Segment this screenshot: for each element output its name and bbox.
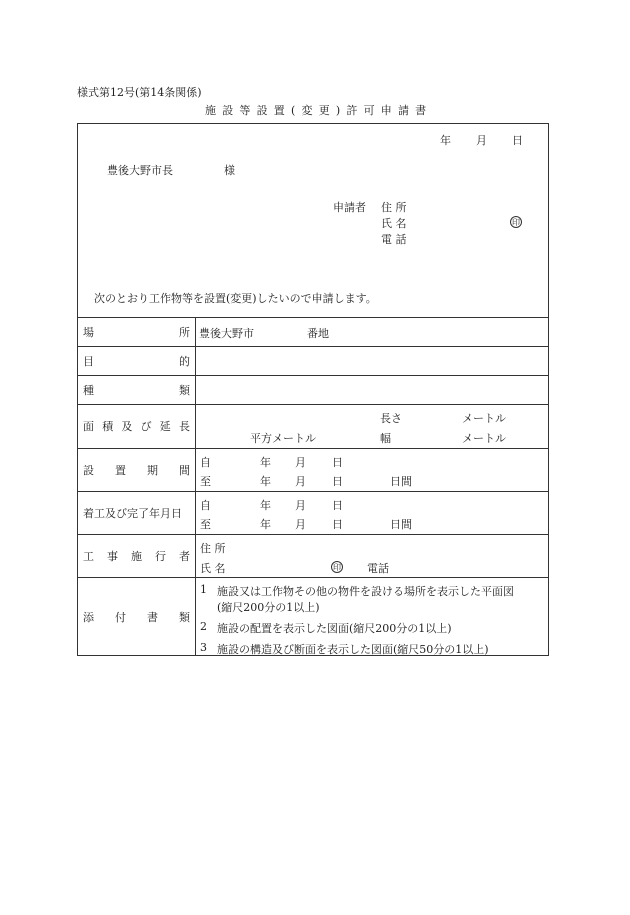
row-label-location: 場 所 [83, 325, 190, 339]
row-label-contractor: 工 事 施 行 者 [83, 549, 190, 563]
row-label-attachments: 添 付 書 類 [83, 611, 190, 624]
location-city: 豊後大野市 [199, 327, 254, 340]
attachment-2: 施設の配置を表示した図面(縮尺200分の1以上) [217, 622, 452, 635]
attachment-1-scale: (縮尺200分の1以上) [217, 601, 320, 614]
form-number: 様式第12号(第14条関係) [77, 86, 202, 99]
application-statement: 次のとおり工作物等を設置(変更)したいので申請します。 [94, 292, 377, 305]
construction-from-day: 日 [332, 499, 343, 512]
period-from-month: 月 [295, 456, 306, 469]
contractor-phone-label: 電話 [367, 562, 389, 575]
contractor-name-label: 氏 名 [200, 562, 226, 575]
width-label: 幅 [380, 432, 391, 445]
length-label: 長さ [380, 412, 402, 425]
seal-mark: 印 [512, 218, 520, 227]
construction-to-day: 日 [332, 518, 343, 531]
attachment-2-number: 2 [200, 620, 207, 633]
addressee: 豊後大野市長 [107, 164, 173, 177]
honorific: 様 [224, 164, 235, 177]
row-label-period: 設 置 期 間 [83, 463, 190, 477]
period-from-year: 年 [260, 456, 271, 469]
row-label-purpose: 目 的 [83, 354, 190, 368]
applicant-label: 申請者 [333, 201, 366, 214]
column-divider [195, 317, 196, 655]
row-label-construction: 着工及び完了年月日 [83, 506, 182, 520]
attachment-3: 施設の構造及び断面を表示した図面(縮尺50分の1以上) [217, 643, 489, 656]
construction-days: 日間 [390, 518, 412, 531]
period-to-year: 年 [260, 475, 271, 488]
construction-from-month: 月 [295, 499, 306, 512]
attachment-1-number: 1 [200, 583, 207, 596]
period-to-day: 日 [332, 475, 343, 488]
date-year-label: 年 [440, 134, 451, 147]
attachment-1: 施設又は工作物その他の物件を設ける場所を表示した平面図 [217, 585, 514, 598]
applicant-phone-label: 電 話 [381, 233, 407, 246]
construction-from: 自 [200, 499, 211, 512]
row-label-area: 面 積 及 び 延 長 [83, 420, 190, 433]
date-day-label: 日 [512, 134, 523, 147]
period-from: 自 [200, 456, 211, 469]
location-banchi: 番地 [307, 327, 329, 340]
construction-from-year: 年 [260, 499, 271, 512]
period-to-month: 月 [295, 475, 306, 488]
construction-to-month: 月 [295, 518, 306, 531]
construction-to: 至 [200, 518, 211, 531]
construction-to-year: 年 [260, 518, 271, 531]
applicant-address-label: 住 所 [381, 201, 407, 214]
period-from-day: 日 [332, 456, 343, 469]
row-label-type: 種 類 [83, 383, 190, 397]
contractor-seal-mark: 印 [333, 563, 341, 572]
application-form-table [77, 123, 549, 656]
date-month-label: 月 [476, 134, 487, 147]
meter-unit-length: メートル [462, 412, 506, 425]
meter-unit-width: メートル [462, 432, 506, 445]
square-meter-unit: 平方メートル [250, 432, 316, 445]
applicant-name-label: 氏 名 [381, 217, 407, 230]
period-to: 至 [200, 475, 211, 488]
document-title: 施設等設置(変更)許可申請書 [205, 104, 433, 117]
contractor-address-label: 住 所 [200, 542, 226, 555]
period-days: 日間 [390, 475, 412, 488]
attachment-3-number: 3 [200, 641, 207, 654]
